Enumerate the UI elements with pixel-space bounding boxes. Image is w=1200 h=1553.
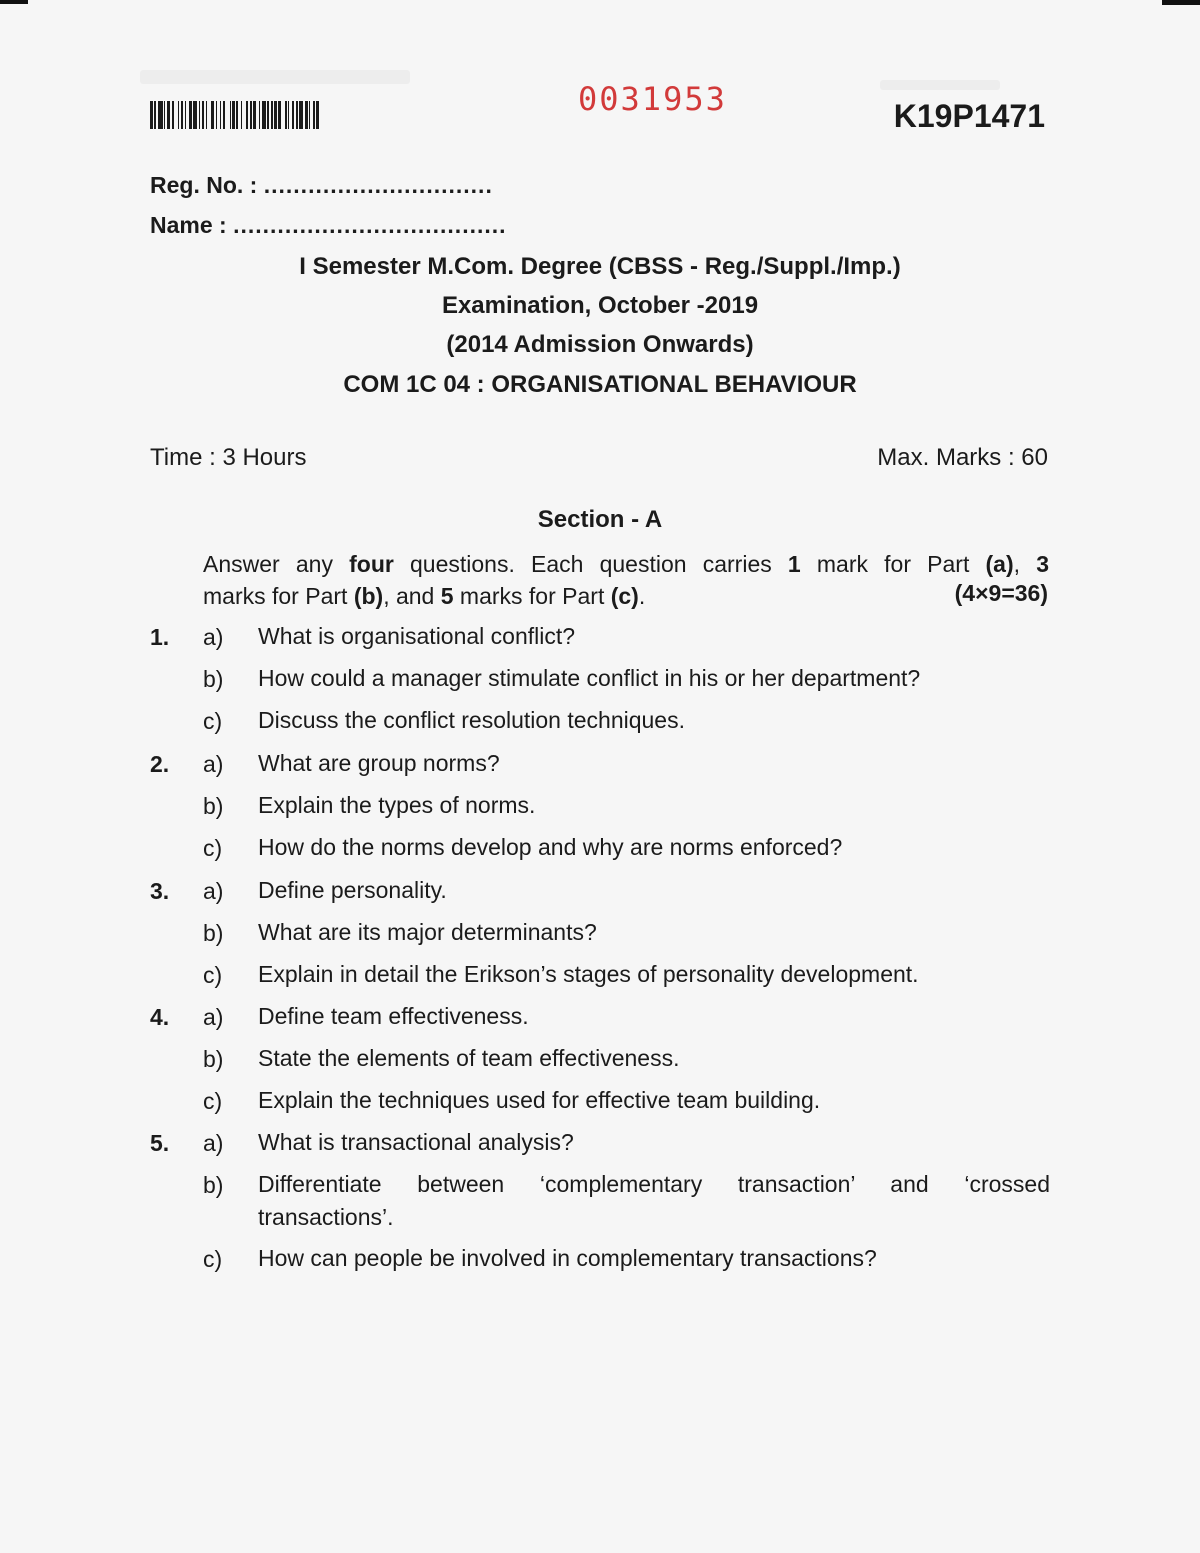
question-text: How can people be involved in complementary transactions? xyxy=(258,1245,877,1271)
part-label: c) xyxy=(203,708,223,734)
question-number: 5. xyxy=(150,1130,170,1156)
part-label: b) xyxy=(203,1172,224,1198)
part-label: a) xyxy=(203,624,224,650)
part-label: b) xyxy=(203,666,224,692)
part-label: a) xyxy=(203,1004,224,1030)
title-line-examination: Examination, October -2019 xyxy=(441,292,759,319)
title-line-course: COM 1C 04 : ORGANISATIONAL BEHAVIOUR xyxy=(343,371,857,398)
question-text: Define team effectiveness. xyxy=(258,1003,529,1029)
title-line-admission: (2014 Admission Onwards) xyxy=(446,331,754,358)
scan-edge-mark xyxy=(0,0,28,4)
question-text: What is transactional analysis? xyxy=(258,1129,574,1155)
title-line-semester: I Semester M.Com. Degree (CBSS - Reg./Suppl./Imp.) xyxy=(299,253,901,280)
instructions-line-2: marks for Part (b), and 5 marks for Part (c). xyxy=(203,583,646,609)
question-text: How could a manager stimulate conflict in his or her department? xyxy=(258,665,921,691)
question-number: 1. xyxy=(150,624,170,650)
part-label: c) xyxy=(203,962,223,988)
question-text: Discuss the conflict resolution techniques. xyxy=(258,707,685,733)
question-text: What is organisational conflict? xyxy=(258,623,576,649)
serial-number: 0031953 xyxy=(578,80,727,118)
part-label: a) xyxy=(203,878,224,904)
max-marks: Max. Marks : 60 xyxy=(877,444,1048,471)
part-label: c) xyxy=(203,835,223,861)
barcode xyxy=(150,101,428,129)
section-instructions xyxy=(203,548,1049,612)
instructions-line-1: Answer any four questions. Each question carries 1 mark for Part (a), 3 xyxy=(203,551,1049,577)
question-text: How do the norms develop and why are norms enforced? xyxy=(258,834,843,860)
question-text: State the elements of team effectiveness. xyxy=(258,1045,680,1071)
paper-code: K19P1471 xyxy=(893,98,1045,134)
question-text: What are its major determinants? xyxy=(258,919,597,945)
part-label: b) xyxy=(203,793,224,819)
part-label: b) xyxy=(203,920,224,946)
section-heading: Section - A xyxy=(537,506,663,533)
part-label: a) xyxy=(203,1130,224,1156)
marks-formula: (4×9=36) xyxy=(954,580,1048,606)
name-blank: ..................................... xyxy=(233,212,507,238)
time-allowed: Time : 3 Hours xyxy=(150,444,307,471)
name-line xyxy=(150,212,507,239)
part-label: c) xyxy=(203,1246,223,1272)
reg-no-line xyxy=(150,172,493,199)
part-label: c) xyxy=(203,1088,223,1114)
part-label: b) xyxy=(203,1046,224,1072)
question-text: Explain in detail the Erikson’s stages of personality development. xyxy=(258,961,919,987)
question-text: Explain the techniques used for effective team building. xyxy=(258,1087,821,1113)
reg-no-blank: ............................... xyxy=(263,172,493,198)
question-text: Define personality. xyxy=(258,877,447,903)
question-text-line: Differentiate between ‘complementary transaction’ and ‘crossed xyxy=(258,1171,1050,1197)
question-number: 3. xyxy=(150,878,170,904)
reg-no-label: Reg. No. : xyxy=(150,172,258,198)
scan-edge-mark xyxy=(1162,0,1200,5)
question-number: 4. xyxy=(150,1004,170,1030)
part-label: a) xyxy=(203,751,224,777)
bleed-through-smudge xyxy=(140,70,410,84)
question-text: Explain the types of norms. xyxy=(258,792,536,818)
question-text-line: transactions’. xyxy=(258,1204,394,1230)
bleed-through-smudge xyxy=(880,80,1000,90)
name-label: Name : xyxy=(150,212,227,238)
question-text: What are group norms? xyxy=(258,750,500,776)
question-text-multiline xyxy=(258,1168,1050,1234)
question-number: 2. xyxy=(150,751,170,777)
